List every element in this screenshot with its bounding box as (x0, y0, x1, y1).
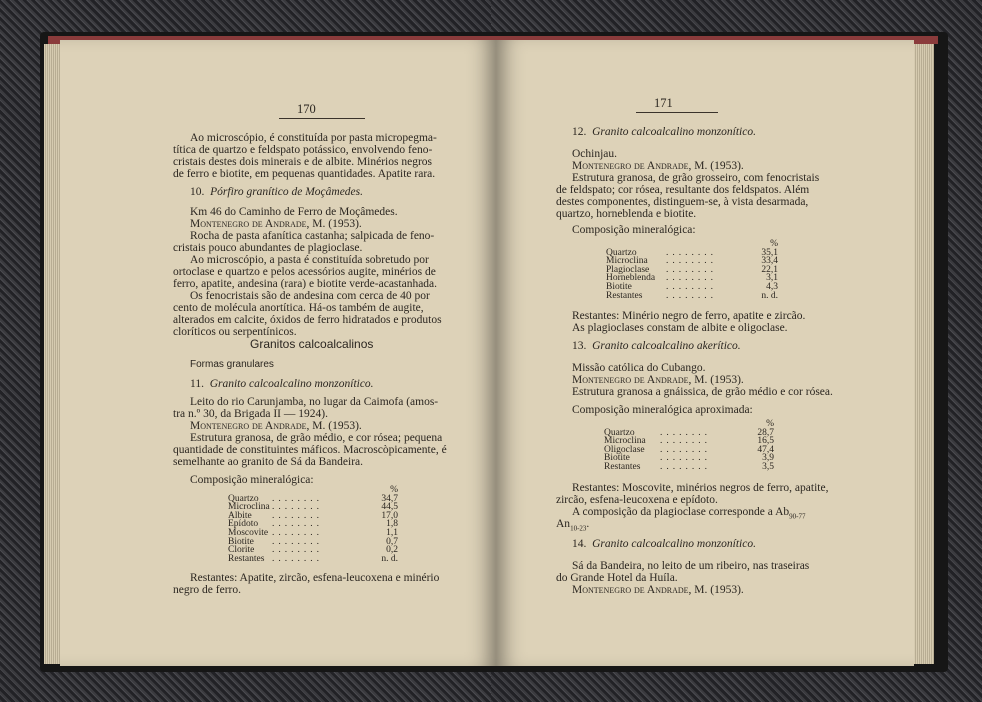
table-row: Restantes ........ 3,5 (604, 461, 774, 472)
text-line: de ferro e biotite, em pequenas quantidades. Apatite rara. (173, 168, 436, 180)
text-line: Estrutura granosa a gnáissica, de grão médio e cor rósea. (572, 386, 833, 398)
section-number: 14. (572, 538, 587, 550)
text-line: Leito do rio Carunjamba, no lugar da Caimofa (amos- (190, 396, 439, 408)
author-line: Montenegro de Andrade, M. (1953). (572, 160, 744, 172)
unit-label: % (390, 485, 398, 495)
text-line: Rocha de pasta afanítica castanha; salpicada de feno- (190, 230, 435, 242)
page-number: 171 (654, 96, 673, 110)
text-line: títica de quartzo e feldspato potássico, envolvendo feno- (173, 144, 433, 156)
text-line: Os fenocristais são de andesina com cerca de 40 por (190, 290, 430, 302)
page-number-rule (636, 112, 718, 113)
text-line: cento de molécula anortítica. Há-os também de augite, (173, 302, 424, 314)
text-line: negro de ferro. (173, 584, 242, 596)
text-line: alterados em calcite, óxidos de ferro hidratados e produtos (173, 314, 442, 326)
subscript: 90-77 (789, 512, 806, 521)
page-number: 170 (297, 102, 316, 116)
unit-label: % (766, 419, 774, 429)
text-line: cloríticos ou serpentínicos. (173, 326, 297, 338)
section-11-heading (190, 378, 374, 390)
section-number: 13. (572, 340, 587, 352)
text-line: Ao microscópio, a pasta é constituída sobretudo por (190, 254, 429, 266)
text-line: Ochinjau. (572, 148, 618, 160)
table-row: Biotite ........ 4,3 (606, 281, 778, 292)
text-line: destes componentes, distinguem-se, à vista desarmada, (556, 196, 809, 208)
text-line: Restantes: Minério negro de ferro, apatite e zircão. (572, 310, 806, 322)
text-line: do Grande Hotel da Huíla. (556, 572, 678, 584)
text-line: Missão católica do Cubango. (572, 362, 706, 374)
section-title: Granito calcoalcalino monzonítico. (209, 378, 374, 390)
text-line: cristais destes dois minerais e de albite. Minérios negros (173, 156, 433, 168)
table-row: Epídoto ........ 1,8 (228, 519, 398, 530)
table-row: Quartzo ........ 35,1 (606, 247, 778, 258)
text-line: ferro, apatite, andesina (rara) e biotite verde-acastanhada. (173, 278, 438, 290)
composition-label: Composição mineralógica: (190, 474, 314, 486)
section-title: Granito calcoalcalino monzonítico. (592, 126, 756, 138)
text-line: A composição da plagioclase corresponde a $Ab_{90-77}$ (572, 506, 806, 521)
text-line: zircão, esfena-leucoxena e epídoto. (556, 494, 718, 506)
section-title: Granito calcoalcalino akerítico. (592, 340, 741, 352)
subscript: 10-23 (570, 524, 587, 533)
table-row: Microclina ........ 44,5 (228, 502, 398, 513)
text-line: quantidade de constituintes máficos. Macroscòpicamente, é (173, 444, 447, 456)
table-row: Horneblenda ........ 3,1 (606, 273, 778, 284)
section-10-heading (190, 186, 363, 198)
section-14-heading (572, 538, 756, 550)
table-row: Albite ........ 17,0 (228, 510, 398, 521)
composition-table (228, 486, 398, 563)
table-row: Plagioclase ........ 22,1 (606, 264, 778, 275)
table-row: Moscovite ........ 1,1 (228, 527, 398, 538)
table-row: Biotite ........ 0,7 (228, 536, 398, 547)
composition-table-1 (606, 240, 778, 300)
text-line: Estrutura granosa, de grão grosseiro, com fenocristais (572, 172, 820, 184)
author-line: Montenegro de Andrade, M. (1953). (572, 584, 744, 596)
table-row: Clorite ........ 0,2 (228, 545, 398, 556)
composition-label: Composição mineralógica aproximada: (572, 404, 753, 416)
text-line: quartzo, horneblenda e biotite. (556, 208, 697, 220)
table-row: Restantes ........ n. d. (228, 553, 398, 564)
composition-label: Composição mineralógica: (572, 224, 696, 236)
text-line: As plagioclases constam de albite e oligoclase. (572, 322, 788, 334)
text-line: de feldspato; cor rósea, resultante dos feldspatos. Além (556, 184, 810, 196)
table-row: Quartzo ........ 34,7 (228, 493, 398, 504)
text-line: ortoclase e quartzo e pelos acessórios augite, minérios de (173, 266, 436, 278)
page-stack-left (44, 44, 60, 664)
text-line: cristais pouco abundantes de plagioclase. (173, 242, 363, 254)
section-title: Granito calcoalcalino monzonítico. (592, 538, 756, 550)
table-row: Microclina ........ 33,4 (606, 256, 778, 267)
section-13-heading (572, 340, 741, 352)
section-number: 11. (190, 378, 204, 390)
section-12-heading (572, 126, 756, 138)
author-line: Montenegro de Andrade, M. (1953). (572, 374, 744, 386)
section-number: 12. (572, 126, 587, 138)
table-row: Biotite ........ 3,9 (604, 453, 774, 464)
text-line: Km 46 do Caminho de Ferro de Moçâmedes. (190, 206, 398, 218)
text-line: Restantes: Apatite, zircão, esfena-leucoxena e minério (190, 572, 440, 584)
section-heading: Granitos calcoalcalinos (250, 337, 374, 351)
page-stack-right (912, 44, 934, 664)
unit-label: % (770, 239, 778, 249)
table-row: Microclina ........ 16,5 (604, 436, 774, 447)
author-line: Montenegro de Andrade, M. (1953). (190, 218, 362, 230)
text-line: Sá da Bandeira, no leito de um ribeiro, nas traseiras (572, 560, 810, 572)
section-number: 10. (190, 186, 205, 198)
text-line: Estrutura granosa, de grão médio, e cor rósea; pequena (190, 432, 443, 444)
page-number-rule (279, 118, 365, 119)
table-row: Restantes ........ n. d. (606, 290, 778, 301)
table-row: Quartzo ........ 28,7 (604, 427, 774, 438)
text-line: tra n.º 30, da Brigada II — 1924). (173, 408, 328, 420)
subheading: Formas granulares (190, 359, 274, 370)
text-line: semelhante ao granito de Sá da Bandeira. (173, 456, 363, 468)
right-page (496, 40, 914, 666)
text-line: Ao microscópio, é constituída por pasta micropegma- (190, 132, 437, 144)
left-page (60, 40, 496, 666)
author-line: Montenegro de Andrade, M. (1953). (190, 420, 362, 432)
table-row: Oligoclase ........ 47,4 (604, 444, 774, 455)
section-title: Pórfiro granítico de Moçâmedes. (210, 186, 364, 198)
text-line: $An_{10-23}$. (556, 518, 590, 533)
text-line: Restantes: Moscovite, minérios negros de ferro, apatite, (572, 482, 829, 494)
composition-table-2 (604, 420, 774, 472)
